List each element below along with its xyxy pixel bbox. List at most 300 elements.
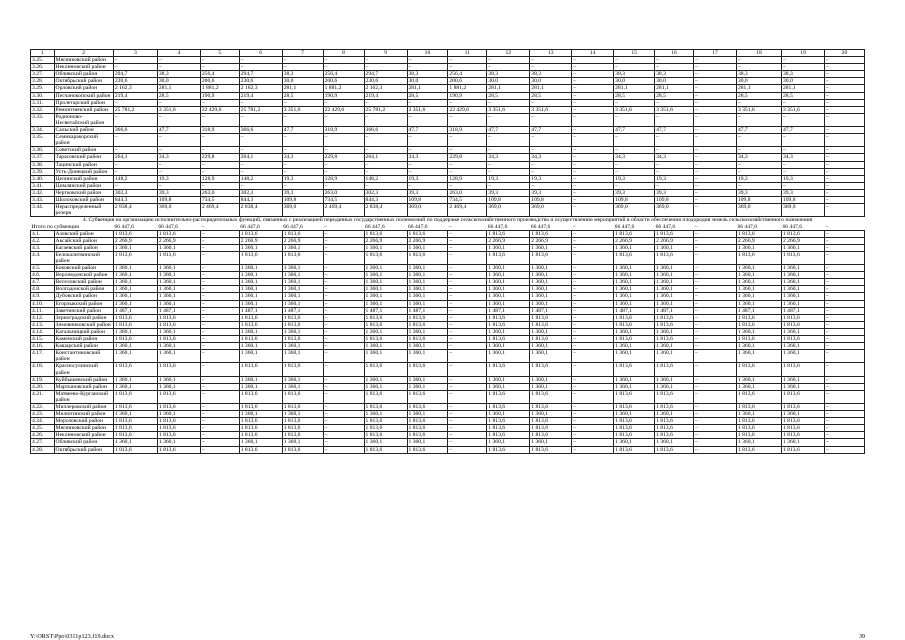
district-name-cell: Родионово-Несветайский район [54,113,113,126]
value-cell: 19,3 [282,175,323,182]
value-cell: – [239,182,282,189]
value-cell: 369,0 [407,204,448,217]
value-cell: – [824,175,864,182]
row-number-cell: 4.5. [31,265,55,272]
value-cell: 1 813,6 [655,314,694,321]
value-cell: 1 487,1 [239,307,282,314]
value-cell: – [824,350,864,363]
value-cell: 1 360,1 [487,244,530,251]
value-cell: 25 781,2 [239,106,282,113]
row-number-cell: 4.9. [31,293,55,300]
value-cell: – [364,161,407,168]
row-number-cell: 4.6. [31,272,55,279]
value-cell: – [487,182,530,189]
value-cell: – [572,92,614,99]
value-cell: – [448,403,487,410]
value-cell: 1 360,1 [157,286,200,293]
value-cell: – [824,446,864,453]
value-cell: 28,5 [530,92,572,99]
table-row [31,328,865,335]
value-cell: 1 813,6 [530,251,572,264]
value-cell: – [655,113,694,126]
value-cell: 47,7 [282,127,323,134]
value-cell: 1 813,6 [781,321,824,328]
value-cell: – [736,57,781,64]
row-number-cell: 4.22. [31,403,55,410]
value-cell: 1 360,1 [655,244,694,251]
district-name-cell: Пролетарский район [54,99,113,106]
table-row [31,147,865,154]
value-cell: 1 360,1 [239,411,282,418]
value-cell: 844,3 [239,196,282,203]
district-name-cell: Зимовниковский район [54,321,113,328]
value-cell: 1 813,6 [239,230,282,237]
value-cell: – [200,300,239,307]
value-cell: – [693,204,736,217]
value-cell: 34,3 [655,154,694,161]
value-cell: – [693,182,736,189]
value-cell: – [200,314,239,321]
value-cell: – [736,134,781,147]
value-cell: 22 429,6 [323,106,364,113]
value-cell: 1 360,1 [655,328,694,335]
value-cell: 1 360,1 [282,272,323,279]
table-row [31,244,865,251]
district-name-cell: Неклиновский район [54,432,113,439]
value-cell: 3 351,6 [530,106,572,113]
value-cell: 1 360,1 [282,244,323,251]
value-cell: 1 360,1 [781,286,824,293]
value-cell: 1 360,1 [655,376,694,383]
value-cell: 1 360,1 [364,286,407,293]
table-row [31,106,865,113]
value-cell: 3 [113,50,157,57]
value-cell: 1 813,6 [157,403,200,410]
value-cell: – [239,134,282,147]
value-cell: 22 429,6 [200,106,239,113]
district-name-cell: Егорлыкский район [54,300,113,307]
value-cell: 1 360,1 [239,439,282,446]
value-cell: – [239,64,282,71]
value-cell: – [323,272,364,279]
value-cell: – [407,113,448,126]
value-cell: – [448,446,487,453]
value-cell: 1 813,6 [487,251,530,264]
value-cell: 318,9 [200,127,239,134]
value-cell: 1 813,6 [736,425,781,432]
value-cell: – [781,99,824,106]
value-cell: 281,1 [157,85,200,92]
value-cell: – [323,147,364,154]
value-cell: 1 360,1 [530,328,572,335]
value-cell: – [157,168,200,175]
value-cell: – [487,57,530,64]
value-cell: 34,3 [157,154,200,161]
row-number-cell: 4.13. [31,321,55,328]
value-cell: – [572,168,614,175]
value-cell: – [323,279,364,286]
total-value-cell: – [694,223,698,230]
value-cell: – [693,175,736,182]
value-cell: 1 813,6 [614,425,655,432]
value-cell: 1 360,1 [487,286,530,293]
value-cell: 1 813,6 [239,432,282,439]
value-cell: – [824,127,864,134]
value-cell: 1 360,1 [530,293,572,300]
value-cell: 256,4 [200,71,239,78]
value-cell: – [824,113,864,126]
value-cell: 294,7 [113,71,157,78]
value-cell: – [323,376,364,383]
value-cell: 1 487,1 [655,307,694,314]
value-cell: – [200,350,239,363]
value-cell: – [200,272,239,279]
value-cell: – [572,113,614,126]
value-cell: 3 351,6 [655,106,694,113]
value-cell: 1 813,6 [655,403,694,410]
table-row [31,78,865,85]
value-cell: 2 266,9 [157,237,200,244]
value-cell: 1 360,1 [614,265,655,272]
row-number-cell: 4.4. [31,251,55,264]
value-cell: 1 813,6 [282,363,323,376]
table-row [31,363,865,376]
value-cell: – [572,230,614,237]
value-cell: – [113,134,157,147]
value-cell: 2 838,4 [239,204,282,217]
value-cell: 1 813,6 [614,314,655,321]
value-cell: – [323,113,364,126]
value-cell: 1 360,1 [736,293,781,300]
value-cell: 1 813,6 [282,425,323,432]
value-cell: 1 813,6 [282,321,323,328]
value-cell: 38,3 [487,71,530,78]
value-cell: 1 360,1 [407,293,448,300]
value-cell: – [572,85,614,92]
value-cell: 1 813,6 [781,230,824,237]
value-cell: 19,3 [157,175,200,182]
value-cell: 1 360,1 [487,350,530,363]
value-cell: 30,0 [736,78,781,85]
value-cell: – [693,147,736,154]
value-cell: 2 266,9 [239,237,282,244]
table-row [31,64,865,71]
table-row [31,134,865,147]
value-cell: 19,3 [655,175,694,182]
value-cell: 39,3 [781,189,824,196]
value-cell: – [448,307,487,314]
value-cell: – [824,279,864,286]
value-cell: 1 360,1 [487,376,530,383]
value-cell: – [200,411,239,418]
value-cell: – [824,64,864,71]
value-cell: – [200,64,239,71]
value-cell: 1 360,1 [736,265,781,272]
value-cell: – [323,99,364,106]
value-cell: 1 360,1 [487,272,530,279]
value-cell: – [572,279,614,286]
value-cell: – [693,432,736,439]
value-cell: – [323,383,364,390]
value-cell: – [323,390,364,403]
table-row [31,350,865,363]
district-name-cell: Мясниковский район [54,425,113,432]
value-cell: 1 360,1 [113,439,157,446]
value-cell: 47,7 [614,127,655,134]
value-cell: 734,5 [448,196,487,203]
row-number-cell: 3.40. [31,175,55,182]
value-cell: – [323,403,364,410]
value-cell: – [572,343,614,350]
value-cell: 7 [282,50,323,57]
district-name-cell: Зерноградский район [54,314,113,321]
table-row [31,300,865,307]
value-cell: – [364,113,407,126]
value-cell: 1 813,6 [113,390,157,403]
value-cell: 1 360,1 [407,383,448,390]
value-cell: 369,0 [157,204,200,217]
value-cell: – [824,403,864,410]
value-cell: 1 360,1 [364,350,407,363]
value-cell: – [323,300,364,307]
value-cell: 19,3 [781,175,824,182]
value-cell: 1 360,1 [736,244,781,251]
value-cell: 1 360,1 [781,293,824,300]
value-cell: – [693,78,736,85]
value-cell: – [693,189,736,196]
value-cell: – [200,383,239,390]
value-cell: – [572,127,614,134]
value-cell: – [113,161,157,168]
value-cell: 190,9 [200,92,239,99]
value-cell: – [693,85,736,92]
value-cell: – [693,154,736,161]
value-cell: 28,5 [736,92,781,99]
value-cell: – [323,293,364,300]
value-cell: 1 813,6 [364,425,407,432]
value-cell: – [448,336,487,343]
value-cell: 1 360,1 [614,272,655,279]
value-cell: 22 429,6 [448,106,487,113]
value-cell: – [693,230,736,237]
value-cell: – [693,376,736,383]
value-cell: 1 813,6 [781,403,824,410]
value-cell: 229,8 [200,154,239,161]
value-cell: 1 360,1 [614,343,655,350]
value-cell: 1 813,6 [407,336,448,343]
value-cell: 47,7 [655,127,694,134]
district-name-cell: Октябрьский район [54,446,113,453]
row-number-cell: 3.28. [31,78,55,85]
value-cell: – [200,432,239,439]
row-number-cell: 4.25. [31,425,55,432]
row-number-cell: 4.7. [31,279,55,286]
value-cell: 1 813,6 [736,314,781,321]
value-cell: – [572,161,614,168]
row-number-cell: 3.38. [31,161,55,168]
total-value-cell: 66 447,6 [782,223,803,230]
value-cell: – [323,265,364,272]
value-cell: 1 360,1 [364,411,407,418]
value-cell: 14 [572,50,614,57]
value-cell: 1 360,1 [364,265,407,272]
value-cell: – [824,85,864,92]
value-cell: 1 813,6 [487,314,530,321]
value-cell: 1 813,6 [157,314,200,321]
value-cell: 318,9 [448,127,487,134]
row-number-cell: 4.8. [31,286,55,293]
value-cell: – [200,321,239,328]
value-cell: 229,8 [448,154,487,161]
table-row [31,336,865,343]
value-cell: – [572,147,614,154]
value-cell: 281,1 [407,85,448,92]
value-cell: 2 266,9 [282,237,323,244]
value-cell: 1 487,1 [157,307,200,314]
value-cell: 1 813,6 [157,432,200,439]
value-cell: 294,7 [239,71,282,78]
value-cell: 1 360,1 [239,300,282,307]
value-cell: 1 881,2 [448,85,487,92]
value-cell: – [572,314,614,321]
value-cell: 1 360,1 [781,383,824,390]
value-cell: 1 813,6 [364,336,407,343]
value-cell: 1 813,6 [157,321,200,328]
table-row [31,161,865,168]
value-cell: 1 813,6 [530,363,572,376]
value-cell: – [572,321,614,328]
value-cell: – [781,64,824,71]
value-cell: – [572,403,614,410]
value-cell: 1 360,1 [487,265,530,272]
value-cell: – [200,279,239,286]
table-row [31,390,865,403]
value-cell: 28,5 [781,92,824,99]
value-cell: 1 813,6 [736,321,781,328]
value-cell: – [157,57,200,64]
value-cell: 1 360,1 [239,293,282,300]
value-cell: 12 [487,50,530,57]
value-cell: 47,7 [407,127,448,134]
value-cell: 17 [693,50,736,57]
value-cell: 219,4 [113,92,157,99]
value-cell: – [824,204,864,217]
value-cell: 1 813,6 [614,336,655,343]
value-cell: – [614,57,655,64]
value-cell: – [200,425,239,432]
value-cell: 1 360,1 [655,286,694,293]
value-cell: 19,3 [487,175,530,182]
value-cell: 302,3 [364,189,407,196]
value-cell: 1 360,1 [239,279,282,286]
value-cell: 1 487,1 [614,307,655,314]
value-cell: 1 813,6 [736,403,781,410]
value-cell: – [572,196,614,203]
table-row [31,71,865,78]
value-cell: 1 360,1 [282,383,323,390]
district-name-cell: Белокалитвинский район [54,251,113,264]
value-cell: – [693,244,736,251]
value-cell: 1 360,1 [530,265,572,272]
row-number-cell: 3.44. [31,204,55,217]
value-cell: 1 360,1 [530,279,572,286]
value-cell: – [572,251,614,264]
row-number-cell: 4.17. [31,350,55,363]
value-cell: 1 360,1 [157,439,200,446]
total-value-cell: – [825,223,829,230]
value-cell: – [448,321,487,328]
row-number-cell: 4.15. [31,336,55,343]
value-cell: 1 360,1 [282,265,323,272]
row-number-cell: 3.25. [31,57,55,64]
district-name-cell: Матвеево-Курганский район [54,390,113,403]
value-cell: – [824,328,864,335]
value-cell: 47,7 [530,127,572,134]
value-cell: 2 266,9 [407,237,448,244]
value-cell: – [448,418,487,425]
value-cell: – [200,265,239,272]
value-cell: 302,3 [239,189,282,196]
value-cell: 47,7 [487,127,530,134]
value-cell: 1 360,1 [113,272,157,279]
value-cell: – [323,244,364,251]
value-cell: – [407,57,448,64]
value-cell: 13 [530,50,572,57]
value-cell: 1 360,1 [487,293,530,300]
value-cell: 2 469,4 [448,204,487,217]
district-name-cell: Куйбышевский район [54,376,113,383]
value-cell: – [693,134,736,147]
value-cell: – [113,113,157,126]
district-name-cell: Сальский район [54,127,113,134]
value-cell: – [323,161,364,168]
value-cell: – [824,336,864,343]
value-cell: 1 487,1 [781,307,824,314]
value-cell: – [693,411,736,418]
value-cell: 39,3 [407,189,448,196]
district-name-cell: Советский район [54,147,113,154]
value-cell: 1 360,1 [530,300,572,307]
row-number-cell: 3.33. [31,113,55,126]
value-cell: 109,8 [614,196,655,203]
value-cell: – [200,251,239,264]
table-row [31,99,865,106]
value-cell: 109,8 [655,196,694,203]
value-cell: 1 813,6 [655,321,694,328]
value-cell: 1 360,1 [239,272,282,279]
value-cell: – [614,182,655,189]
value-cell: – [487,134,530,147]
value-cell: – [736,168,781,175]
value-cell: – [157,64,200,71]
value-cell: – [323,343,364,350]
value-cell: – [200,418,239,425]
row-number-cell: 3.43. [31,196,55,203]
table-row [31,113,865,126]
district-name-cell: Константиновский район [54,350,113,363]
district-name-cell: Багаевский район [54,244,113,251]
value-cell: 1 813,6 [282,432,323,439]
table-row [31,383,865,390]
value-cell: 1 360,1 [655,383,694,390]
value-cell: 1 813,6 [407,432,448,439]
value-cell: 1 360,1 [655,265,694,272]
value-cell: – [239,99,282,106]
value-cell: – [239,161,282,168]
value-cell: 1 813,6 [407,314,448,321]
value-cell: – [781,57,824,64]
value-cell: 281,1 [614,85,655,92]
